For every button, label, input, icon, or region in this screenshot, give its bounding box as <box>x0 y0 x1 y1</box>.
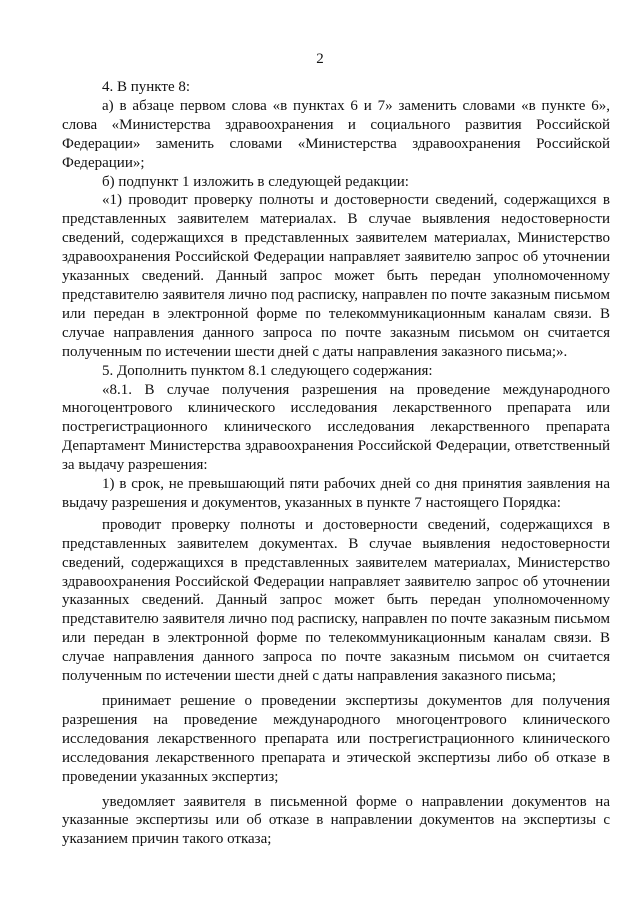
paragraph-item-8-1: «8.1. В случае получения разрешения на проведение международного многоцентрового клинического исследования лекарственного препарата или пострегистрационного клинического исследования лекарственного препарата Департамент Министерства здравоохранения Российской Федерации, ответственный за выдачу разрешения: <box>62 381 610 474</box>
paragraph-quoted-subitem-1: «1) проводит проверку полноты и достоверности сведений, содержащихся в представленных заявителем материалах. В случае выявления недостоверности сведений, содержащихся в представленных заявителем материалах, Министерство здравоохранения Российской Федерации направляет заявителю запрос об уточнении указанных сведений. Данный запрос может быть передан уполномоченному представителю заявителя лично под расписку, направлен по почте заказным письмом или передан в электронной форме по телекоммуникационным каналам связи. В случае направления данного запроса по почте заказным письмом он считается полученным по истечении шести дней с даты направления заказного письма;». <box>62 192 610 360</box>
document-body <box>62 78 610 849</box>
paragraph-item-8-1-sub-1: 1) в срок, не превышающий пяти рабочих дней со дня принятия заявления на выдачу разрешения и документов, указанных в пункте 7 настоящего Порядка: <box>62 476 610 511</box>
paragraph-item-4-heading: 4. В пункте 8: <box>102 79 191 95</box>
paragraph-notification: уведомляет заявителя в письменной форме о направлении документов на указанные экспертизы или об отказе в направлении документов на экспертизы с указанием причин такого отказа; <box>62 793 610 848</box>
page-number: 2 <box>316 51 324 67</box>
paragraph-expertise-decision: принимает решение о проведении экспертизы документов для получения разрешения на проведение международного многоцентрового клинического исследования лекарственного препарата или пострегистрационного клинического исследования лекарственного препарата и этической экспертизы либо об отказе в проведении указанных экспертиз; <box>62 693 610 785</box>
paragraph-item-5-heading: 5. Дополнить пунктом 8.1 следующего содержания: <box>102 362 433 379</box>
paragraph-subitem-a: а) в абзаце первом слова «в пунктах 6 и 7» заменить словами «в пункте 6», слова «Министерства здравоохранения и социального развития Российской Федерации» заменить словами «Министерства здравоохранения Российской Федерации»; <box>62 97 610 171</box>
paragraph-subitem-b: б) подпункт 1 изложить в следующей редакции: <box>102 173 409 190</box>
paragraph-verification: проводит проверку полноты и достоверности сведений, содержащихся в представленных заявителем документах. В случае выявления недостоверности сведений, содержащихся в представленных заявителем материалах, Министерство здравоохранения Российской Федерации направляет заявителю запрос об уточнении указанных сведений. Данный запрос может быть передан уполномоченному представителю заявителя лично под расписку, направлен по почте заказным письмом или передан в электронной форме по телекоммуникационным каналам связи. В случае направления данного запроса по почте заказным письмом он считается полученным по истечении шести дней с даты направления заказного письма; <box>62 516 610 685</box>
